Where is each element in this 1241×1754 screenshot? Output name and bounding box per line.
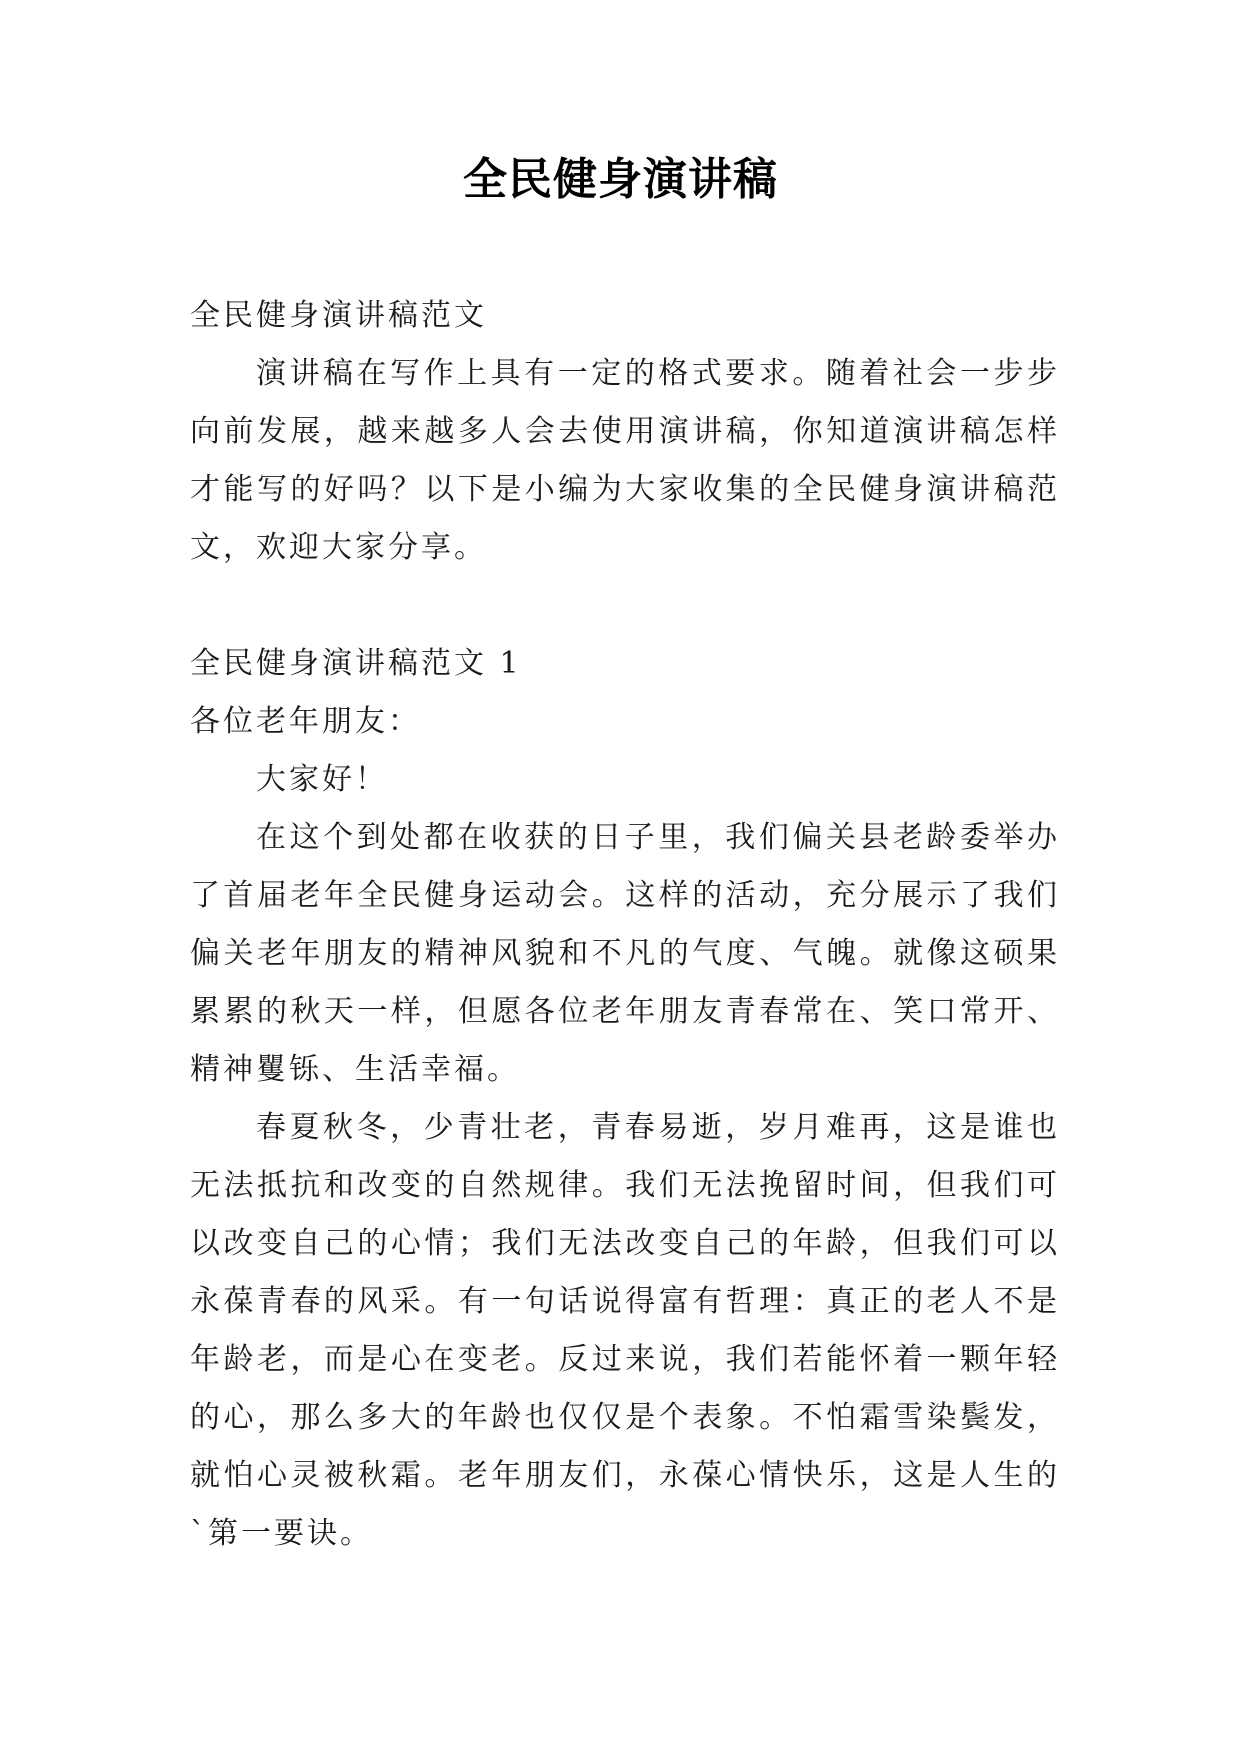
paragraph-spacer (190, 577, 1060, 635)
document-title: 全民健身演讲稿 (463, 154, 778, 205)
body-paragraph-1: 在这个到处都在收获的日子里，我们偏关县老龄委举办了首届老年全民健身运动会。这样的活动，充分展示了我们偏关老年朋友的精神风貌和不凡的气度、气魄。就像这硕果累累的秋天一样，但愿各位老年朋友青春常在、笑口常开、精神矍铄、生活幸福。 (190, 820, 1060, 1087)
section-heading: 全民健身演讲稿范文 1 (190, 646, 522, 681)
body-paragraph-2: 春夏秋冬，少青壮老，青春易逝，岁月难再，这是谁也无法抵抗和改变的自然规律。我们无法挽留时间，但我们可以改变自己的心情；我们无法改变自己的年龄，但我们可以永葆青春的风采。有一句话说得富有哲理：真正的老人不是年龄老，而是心在变老。反过来说，我们若能怀着一颗年轻的心，那么多大的年龄也仅仅是个表象。不怕霜雪染鬓发，就怕心灵被秋霜。老年朋友们，永葆心情快乐，这是人生的`第一要诀。 (190, 1110, 1060, 1551)
salutation: 各位老年朋友： (190, 704, 421, 739)
document-body (190, 287, 1060, 1563)
intro-paragraph: 演讲稿在写作上具有一定的格式要求。随着社会一步步向前发展，越来越多人会去使用演讲稿，你知道演讲稿怎样才能写的好吗？以下是小编为大家收集的全民健身演讲稿范文，欢迎大家分享。 (190, 356, 1060, 565)
greeting: 大家好！ (256, 762, 388, 797)
subtitle: 全民健身演讲稿范文 (190, 298, 487, 333)
